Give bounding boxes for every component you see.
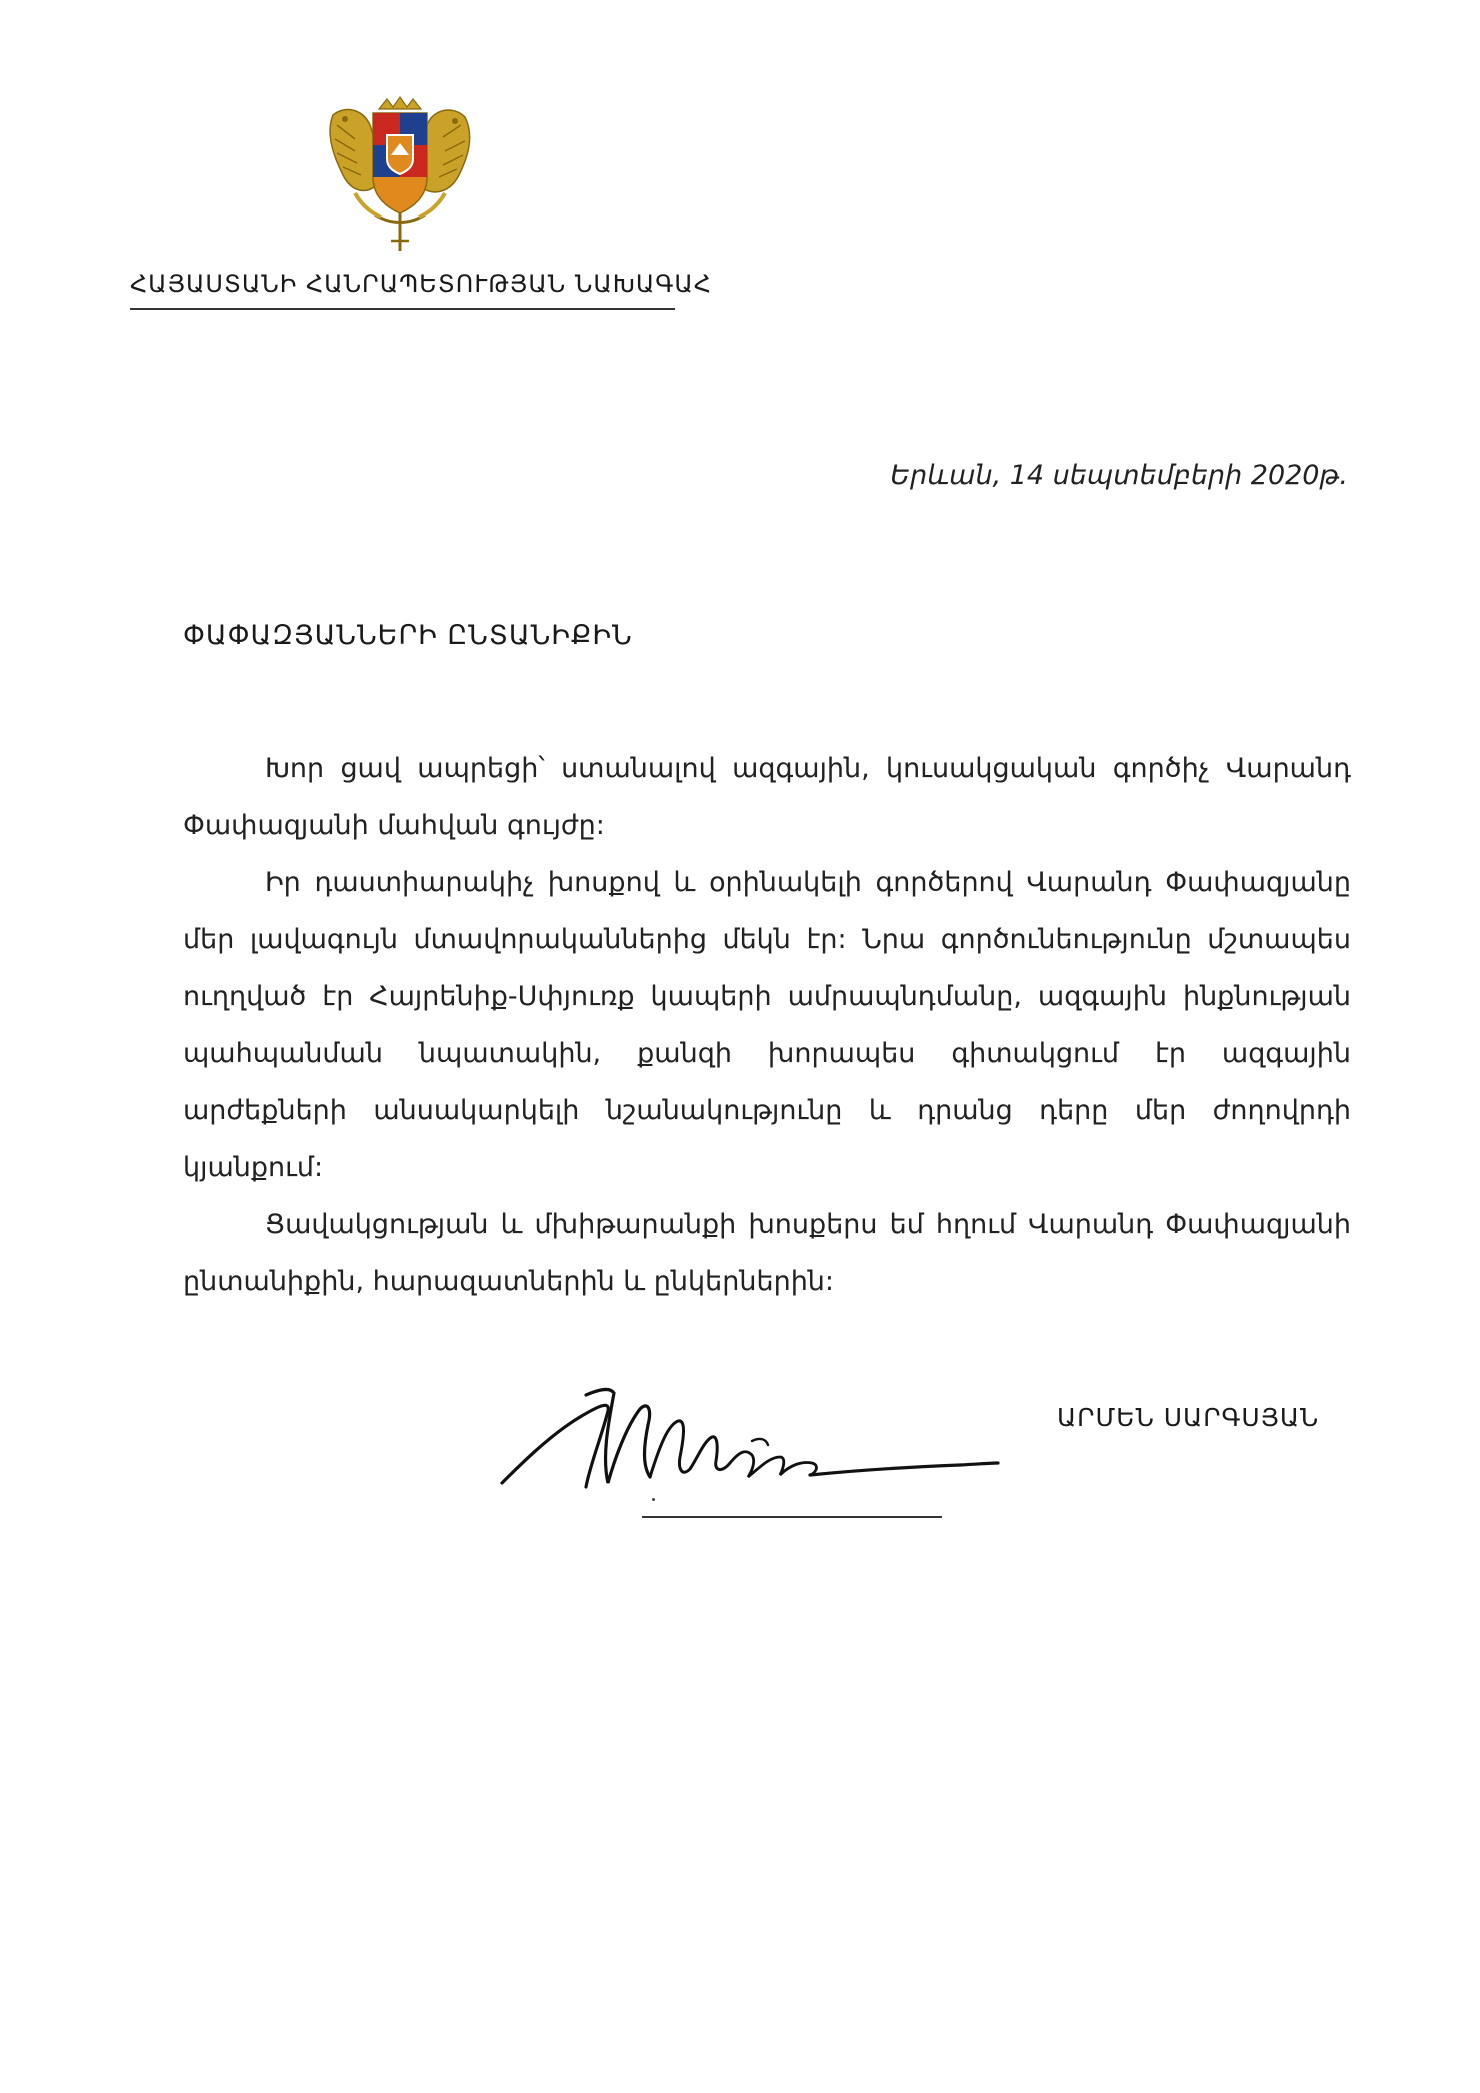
paragraph-2: Իր դաստիարակիչ խոսքով և օրինակելի գործերով Վարանդ Փափազյանը մեր լավագույն մտավորականներից մեկն էր: Նրա գործունեությունը մշտապես ուղղված էր Հայրենիք-Սփյուռք կապերի ամրապնդմանը, ազգային ինքնության պահպանման նպատակին, քանզի խորապես գիտակցում էր ազգային արժեքների անսակարկելի նշանակությունը և դրանց դերը մեր ժողովրդի կյանքում: (183, 867, 1351, 1183)
addressee: ՓԱՓԱԶՅԱՆՆԵՐԻ ԸՆՏԱՆԻՔԻՆ (183, 620, 633, 651)
signer-name: ԱՐՄԵՆ ՍԱՐԳՍՅԱՆ (1057, 1403, 1320, 1432)
header-divider (130, 308, 675, 310)
signature-underline (642, 1516, 942, 1518)
office-title: ՀԱՅԱՍՏԱՆԻ ՀԱՆՐԱՊԵՏՈՒԹՅԱՆ ՆԱԽԱԳԱՀ (130, 270, 712, 298)
letter-body (183, 740, 1351, 1310)
handwritten-signature-icon (490, 1365, 1030, 1505)
armenia-coat-of-arms-icon (315, 95, 485, 255)
paragraph-3: Ցավակցության և մխիթարանքի խոսքերս եմ հղում Վարանդ Փափազյանի ընտանիքին, հարազատներին և ընկերներին: (183, 1209, 1351, 1297)
paragraph-1: Խոր ցավ ապրեցի՝ ստանալով ազգային, կուսակցական գործիչ Վարանդ Փափազյանի մահվան գույժը: (183, 753, 1351, 841)
ink-dot (652, 1498, 655, 1501)
letter-date: Երևան, 14 սեպտեմբերի 2020թ. (890, 460, 1348, 491)
